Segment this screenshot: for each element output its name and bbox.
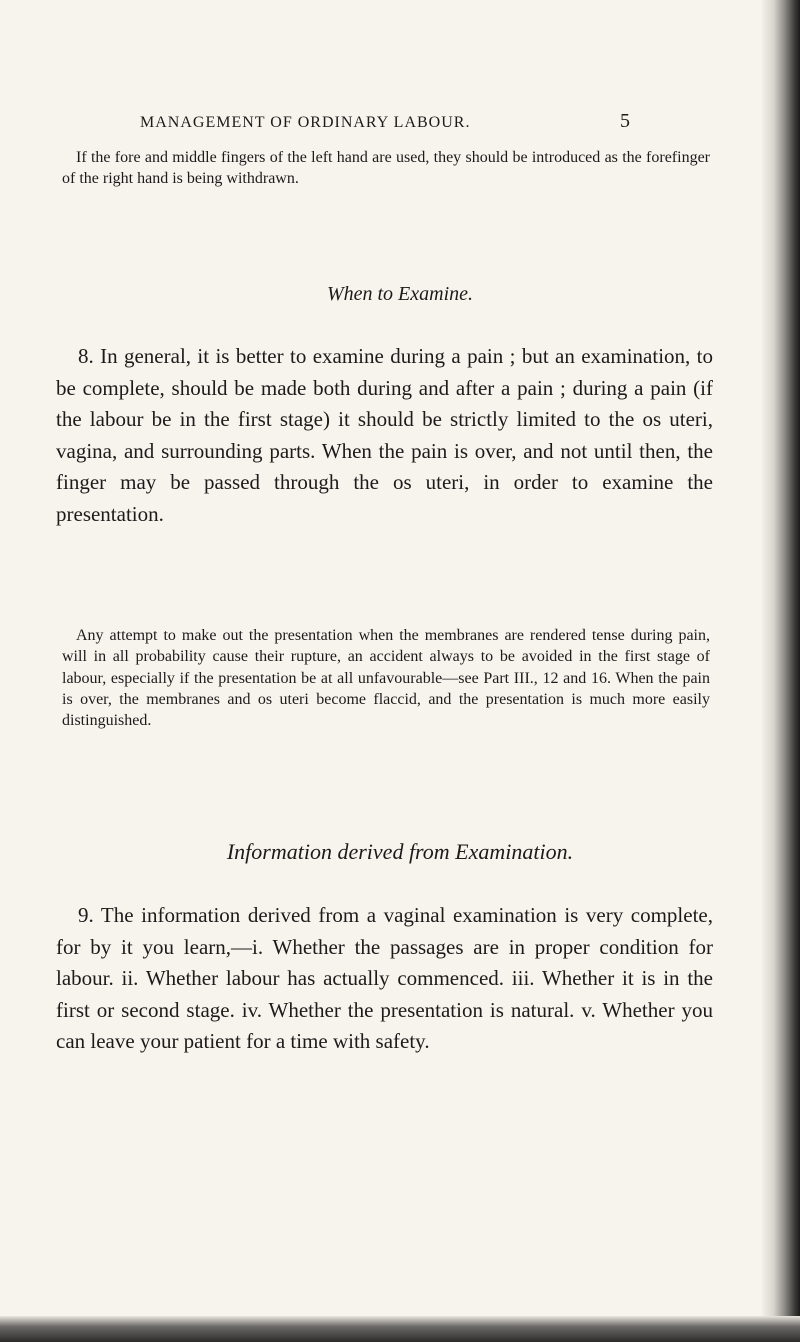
heading-when-to-examine: When to Examine. <box>326 283 474 305</box>
section-8-text: 8. In general, it is better to examine during a pain ; but an examination, to be complete, should be made both during and after a pain ; during a pain (if the labour be in the first stage) it should be strictly limited to the os uteri, vagina, and surrounding parts. When the pain is over, and not until then, the finger may be passed through the os uteri, in order to examine the presentation. <box>56 344 713 526</box>
section-9-paragraph <box>56 900 713 1058</box>
section-8-paragraph <box>56 341 713 531</box>
section-9-text: 9. The information derived from a vaginal examination is very complete, for by it you learn,—i. Whether the passages are in proper condition for labour. ii. Whether labour has actually commenced. iii. Whether it is in the first or second stage. iv. Whether the presentation is natural. v. Whether you can leave your patient for a time with safety. <box>56 903 713 1054</box>
book-spine-shadow <box>762 0 800 1342</box>
running-head: MANAGEMENT OF ORDINARY LABOUR. <box>140 114 471 131</box>
intro-text: If the fore and middle fingers of the left hand are used, they should be introduced as the forefinger of the right hand is being withdrawn. <box>62 149 710 188</box>
heading-information: Information derived from Examination. <box>226 839 574 864</box>
page-header <box>140 110 630 140</box>
section-8-note <box>62 625 710 731</box>
page-bottom-edge <box>0 1316 800 1342</box>
intro-paragraph <box>62 147 710 190</box>
section-8-note-text: Any attempt to make out the presentation when the membranes are rendered tense during pain, will in all probability cause their rupture, an accident always to be avoided in the first stage of labour, especially if the presentation be at all unfavourable—see Part III., 12 and 16. When the pain is over, the membranes and os uteri become flaccid, and the presentation is much more easily distinguished. <box>62 627 710 730</box>
page-number: 5 <box>620 110 630 132</box>
